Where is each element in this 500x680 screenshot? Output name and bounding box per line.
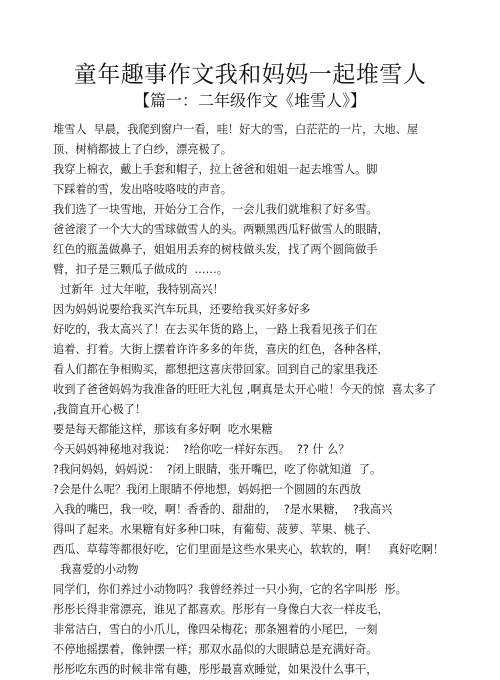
text-line: 下踩着的雪，发出咯吱咯吱的声音。 bbox=[53, 183, 233, 196]
text-line: 因为妈妈说要给我买汽车玩具，还要给我买好多好多 bbox=[53, 303, 311, 316]
text-line: 顶、树梢都披上了白纱，漂亮极了。 bbox=[53, 143, 233, 156]
text-line: 西瓜、草莓等都很好吃，它们里面是这些水果夹心，软软的，啊！ 真好吃啊！ bbox=[53, 543, 445, 556]
text-line: 臂，扣子是三颗瓜子做成的 ……。 bbox=[53, 263, 228, 276]
text-line: 堆雪人 早晨，我爬到窗户一看，哇！好大的雪，白茫茫的一片，大地、屋 bbox=[53, 123, 419, 136]
text-line: 过新年 过大年啦，我特别高兴！ bbox=[53, 283, 224, 296]
article-body bbox=[53, 120, 498, 680]
text-line: 今天妈妈神秘地对我说： ?给你吃一样好东西。 ?? 什 么？ bbox=[53, 443, 350, 456]
text-line: ?我问妈妈，妈妈说： ?闭上眼睛，张开嘴巴，吃了你就知道 了。 bbox=[53, 463, 382, 476]
text-line: 不停地摇摆着，像钟摆一样；那双水晶似的大眼睛总是充满好奇。 bbox=[53, 643, 378, 656]
text-line: 追着、打着。大街上摆着许许多多的年货，喜庆的红色，各种各样， bbox=[53, 343, 389, 356]
text-line: 我们选了一块雪地，开始分工合作，一会儿我们就堆积了好多雪。 bbox=[53, 203, 378, 216]
document-subtitle: 【篇一：二年级作文《堆雪人》】 bbox=[133, 91, 366, 110]
text-line: 看人们都在争相购买，都想把这喜庆带回家。回到自己的家里我还 bbox=[53, 363, 378, 376]
text-line: 彤彤长得非常漂亮，谁见了都喜欢。彤彤有一身像白大衣一样皮毛， bbox=[53, 603, 389, 616]
text-line: 我喜爱的小动物 bbox=[53, 563, 139, 576]
text-line: 红色的瓶盖做鼻子，姐姐用丢弃的树枝做头发，找了两个圆筒做手 bbox=[53, 243, 378, 256]
text-line: 爸爸滚了一个大大的雪球做雪人的头。两颗黑西瓜籽做雪人的眼睛， bbox=[53, 223, 389, 236]
text-line: 得叫了起来。水果糖有好多种口味，有葡萄、菠萝、苹果、桃子、 bbox=[53, 523, 378, 536]
text-line: 收到了爸爸妈妈为我准备的旺旺大礼包 ,啊真是太开心啦！今天的惊 喜太多了 bbox=[53, 383, 437, 396]
text-line: 要是每天都能这样，那该有多好啊 吃水果糖 bbox=[53, 423, 273, 436]
text-line: ?会是什么呢？我闭上眼睛不停地想，妈妈把一个圆圆的东西放 bbox=[53, 483, 362, 496]
text-line: ,我简直开心极了！ bbox=[53, 403, 147, 416]
text-line: 好吃的，我太高兴了！在去买年货的路上，一路上我看见孩子们在 bbox=[53, 323, 378, 336]
document-title: 童年趣事作文我和妈妈一起堆雪人 bbox=[73, 62, 427, 88]
text-line: 入我的嘴巴，我一咬，啊！香香的、甜甜的， ?是水果糖， ?我高兴 bbox=[53, 503, 393, 516]
text-line: 非常洁白，雪白的小爪儿，像四朵梅花；那条翘着的小尾巴，一刻 bbox=[53, 623, 378, 636]
text-line: 同学们，你们养过小动物吗？我曾经养过一只小狗，它的名字叫彤 彤。 bbox=[53, 583, 407, 596]
text-line: 我穿上棉衣，戴上手套和帽子，拉上爸爸和姐姐一起去堆雪人。脚 bbox=[53, 163, 378, 176]
text-line: 彤彤吃东西的时候非常有趣，彤彤最喜欢睡觉，如果没什么事干， bbox=[53, 663, 378, 676]
